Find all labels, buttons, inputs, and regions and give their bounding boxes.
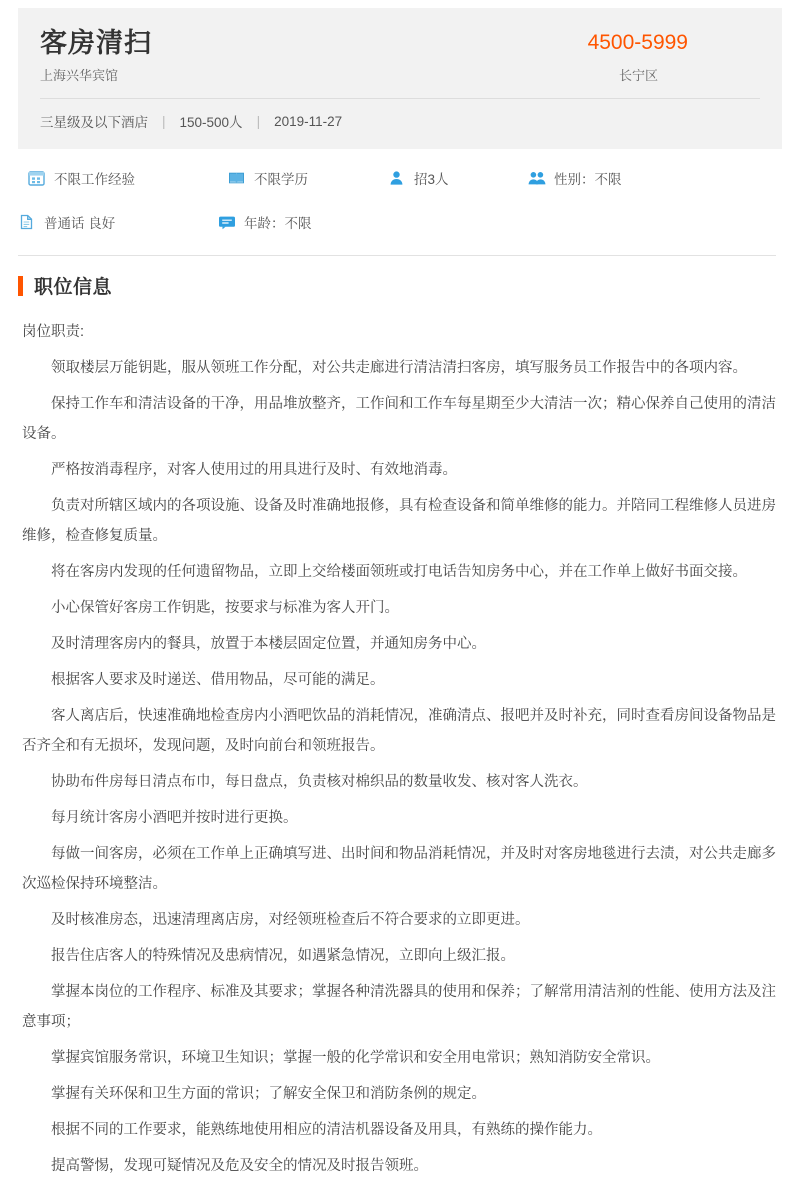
publish-date: 2019-11-27 xyxy=(274,113,343,129)
tag-language xyxy=(18,207,218,237)
description-item: 小心保管好客房工作钥匙，按要求与标准为客人开门。 xyxy=(51,600,399,616)
company-type: 三星级及以下酒店 xyxy=(40,115,148,130)
description-item: 掌握本岗位的工作程序、标准及其要求；掌握各种清洗器具的使用和保养；了解常用清洁剂的性能、使用方法及注意事项； xyxy=(22,984,776,1030)
description-item: 领取楼层万能钥匙，服从领班工作分配，对公共走廊进行清洁清扫客房，填写服务员工作报告中的各项内容。 xyxy=(51,360,747,376)
person-icon xyxy=(388,170,405,186)
description-item: 协助布件房每日清点布巾，每日盘点，负责核对棉织品的数量收发、核对客人洗衣。 xyxy=(51,774,588,790)
chat-icon xyxy=(218,214,235,230)
document-icon xyxy=(18,214,35,230)
meta-separator-2: | xyxy=(256,113,261,129)
description-item: 及时清理客房内的餐具，放置于本楼层固定位置，并通知房务中心。 xyxy=(51,636,486,652)
description-item: 报告住店客人的特殊情况及患病情况，如遇紧急情况，立即向上级汇报。 xyxy=(51,948,515,964)
job-header-sub xyxy=(40,66,760,86)
job-description xyxy=(22,317,776,1181)
tag-label: 不限学历 xyxy=(254,172,308,187)
description-item: 将在客房内发现的任何遗留物品，立即上交给楼面领班或打电话告知房务中心，并在工作单上做好书面交接。 xyxy=(51,564,747,580)
company-size: 150-500人 xyxy=(179,115,243,130)
section-divider xyxy=(18,255,776,256)
tag-label: 性别：不限 xyxy=(554,172,622,187)
section-accent-bar xyxy=(18,276,23,296)
description-item: 严格按消毒程序，对客人使用过的用具进行及时、有效地消毒。 xyxy=(51,462,457,478)
tag-gender xyxy=(528,163,622,193)
description-item: 根据客人要求及时递送、借用物品，尽可能的满足。 xyxy=(51,672,385,688)
book-icon xyxy=(228,170,245,186)
tag-label: 招3人 xyxy=(414,172,449,187)
tag-label: 年龄：不限 xyxy=(244,216,312,231)
job-district: 长宁区 xyxy=(618,68,658,83)
description-item: 掌握有关环保和卫生方面的常识；了解安全保卫和消防条例的规定。 xyxy=(51,1086,486,1102)
description-lead: 岗位职责: xyxy=(22,324,85,340)
calendar-icon xyxy=(28,170,45,186)
people-icon xyxy=(528,170,545,186)
salary-range: 4500-5999 xyxy=(587,31,688,54)
page-title: 客房清扫 xyxy=(40,28,152,58)
description-item: 负责对所辖区域内的各项设施、设备及时准确地报修，具有检查设备和简单维修的能力。并陪同工程维修人员进房维修，检查修复质量。 xyxy=(22,498,776,544)
meta-separator-1: | xyxy=(162,113,166,129)
description-item: 掌握宾馆服务常识，环境卫生知识；掌握一般的化学常识和安全用电常识；熟知消防安全常识。 xyxy=(51,1050,660,1066)
requirement-tags-row-1 xyxy=(28,163,776,193)
section-title: 职位信息 xyxy=(34,277,113,298)
description-item: 客人离店后，快速准确地检查房内小酒吧饮品的消耗情况，准确清点、报吧并及时补充，同时查看房间设备物品是否齐全和有无损坏，发现问题，及时向前台和领班报告。 xyxy=(22,708,776,754)
tag-education xyxy=(228,163,388,193)
tag-work-experience xyxy=(28,163,228,193)
tag-label: 普通话 良好 xyxy=(44,216,116,231)
description-item: 每做一间客房，必须在工作单上正确填写进、出时间和物品消耗情况，并及时对客房地毯进行去渍，对公共走廊多次巡检保持环境整洁。 xyxy=(22,846,776,892)
job-meta-row xyxy=(40,98,760,145)
description-item: 每月统计客房小酒吧并按时进行更换。 xyxy=(51,810,298,826)
job-header-top xyxy=(40,26,760,60)
tag-age xyxy=(218,207,312,237)
description-item: 及时核准房态，迅速清理离店房，对经领班检查后不符合要求的立即更进。 xyxy=(51,912,530,928)
requirement-tags-row-2 xyxy=(18,207,776,237)
description-item: 提高警惕，发现可疑情况及危及安全的情况及时报告领班。 xyxy=(51,1158,428,1174)
description-item: 根据不同的工作要求，能熟练地使用相应的清洁机器设备及用具，有熟练的操作能力。 xyxy=(51,1122,602,1138)
tag-headcount xyxy=(388,163,528,193)
section-header xyxy=(18,272,794,299)
job-header xyxy=(18,8,782,149)
tag-label: 不限工作经验 xyxy=(54,172,135,187)
description-item: 保持工作车和清洁设备的干净，用品堆放整齐，工作间和工作车每星期至少大清洁一次；精心保养自己使用的清洁设备。 xyxy=(22,396,776,442)
company-name: 上海兴华宾馆 xyxy=(40,68,119,83)
